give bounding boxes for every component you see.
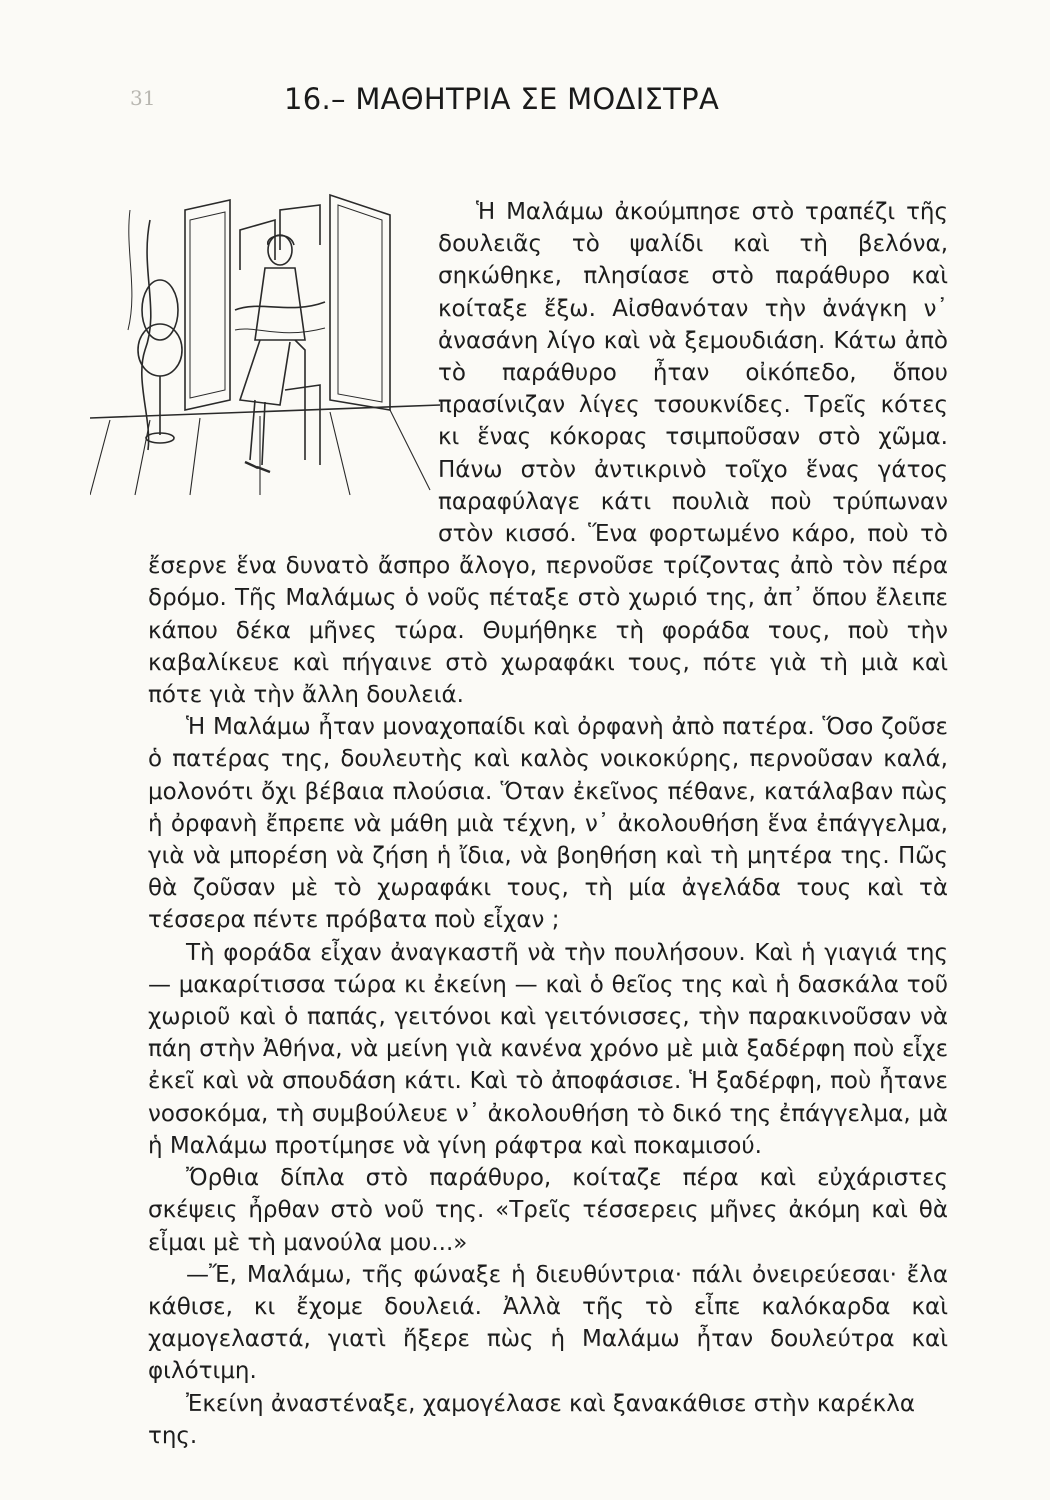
chapter-title: 16.– ΜΑΘΗΤΡΙΑ ΣΕ ΜΟΔΙΣΤΡΑ [284,82,720,116]
illustration-spacer [148,196,438,536]
paragraph-5: —Ἔ, Μαλάμω, τῆς φώναξε ἡ διευθύντρια· πάλι ὀνειρεύεσαι· ἔλα κάθισε, κι ἔχομε δουλειά. Ἀλλὰ τῆς τὸ εἶπε καλόκαρδα καὶ χαμογελαστά, γιατὶ ἤξερε πὼς ἡ Μαλάμω ἦταν δουλεύτρα καὶ φιλότιμη. [148,1261,948,1385]
paragraph-3: Τὴ φοράδα εἶχαν ἀναγκαστῆ νὰ τὴν πουλήσουν. Καὶ ἡ γιαγιά της — μακαρίτισσα τώρα κι ἐκείνη — καὶ ὁ θεῖος της καὶ ἡ δασκάλα τοῦ χωριοῦ καὶ ὁ παπάς, γειτόνοι καὶ γειτόνισσες, τὴν παρακινοῦσαν νὰ πάη στὴν Ἀθήνα, νὰ μείνη γιὰ κανένα χρόνο μὲ μιὰ ξαδέρφη ποὺ εἶχε ἐκεῖ καὶ νὰ σπουδάση κάτι. Καὶ τὸ ἀποφάσισε. Ἡ ξαδέρφη, ποὺ ἦτανε νοσοκόμα, τὴ συμβούλευε ν᾽ ἀκολουθήση τὸ δικό της ἐπάγγελμα, μὰ ἡ Μαλάμω προτίμησε νὰ γίνη ράφτρα καὶ ποκαμισού. [148,939,948,1159]
paragraph-2: Ἡ Μαλάμω ἦταν μοναχοπαίδι καὶ ὀρφανὴ ἀπὸ πατέρα. Ὅσο ζοῦσε ὁ πατέρας της, δουλευτὴς καὶ καλὸς νοικοκύρης, περνοῦσαν καλά, μολονότι ὄχι βέβαια πλούσια. Ὅταν ἐκεῖνος πέθανε, κατάλαβαν πὼς ἡ ὀρφανὴ ἔπρεπε νὰ μάθη μιὰ τέχνη, ν᾽ ἀκολουθήση ἕνα ἐπάγγελμα, γιὰ νὰ μπορέση νὰ ζήση ἡ ἴδια, νὰ βοηθήση καὶ τὴ μητέρα της. Πῶς θὰ ζοῦσαν μὲ τὸ χωραφάκι τους, τὴ μία ἀγελάδα τους καὶ τὰ τέσσερα πέντε πρόβατα ποὺ εἶχαν ; [148,714,948,934]
paragraph-4: Ὄρθια δίπλα στὸ παράθυρο, κοίταζε πέρα καὶ εὐχάριστες σκέψεις ἦρθαν στὸ νοῦ της. «Τρεῖς τέσσερεις μῆνες ἀκόμη καὶ θὰ εἶμαι μὲ τὴ μανούλα μου...» [148,1165,948,1256]
paragraph-6: Ἐκείνη ἀναστέναξε, χαμογέλασε καὶ ξανακάθισε στὴν καρέκλα της. [148,1390,915,1449]
page-number: 31 [130,86,156,110]
paragraph-1: Ἡ Μαλάμω ἀκούμπησε στὸ τραπέζι τῆς δουλειᾶς τὸ ψαλίδι καὶ τὴ βελόνα, σηκώθηκε, πλησίασε στὸ παράθυρο καὶ κοίταξε ἔξω. Αἰσθανόταν τὴν ἀνάγκη ν᾽ ἀνασάνη λίγο καὶ νὰ ξεμουδιάση. Κάτω ἀπὸ τὸ παράθυρο ἦταν οἰκόπεδο, ὅπου πρασίνιζαν λίγες τσουκνίδες. Τρεῖς κότες κι ἕνας κόκορας τσιμποῦσαν στὸ χῶμα. Πάνω στὸν ἀντικρινὸ τοῖχο ἕνας γάτος παραφύλαγε κάτι πουλιὰ ποὺ τρύπωναν στὸν κισσό. Ἕνα φορτωμένο κάρο, ποὺ τὸ ἔσερνε ἕνα δυνατὸ ἄσπρο ἄλογο, περνοῦσε τρίζοντας ἀπὸ τὸν πέρα δρόμο. Τῆς Μαλάμως ὁ νοῦς πέταξε στὸ χωριό της, ἀπ᾽ ὅπου ἔλειπε κάπου δέκα μῆνες τώρα. Θυμήθηκε τὴ φοράδα τους, ποὺ τὴν καβαλίκευε καὶ πήγαινε στὸ χωραφάκι τους, πότε γιὰ τὴ μιὰ καὶ πότε γιὰ τὴν ἄλλη δουλειά. [148,199,948,709]
article-body [148,196,948,1452]
